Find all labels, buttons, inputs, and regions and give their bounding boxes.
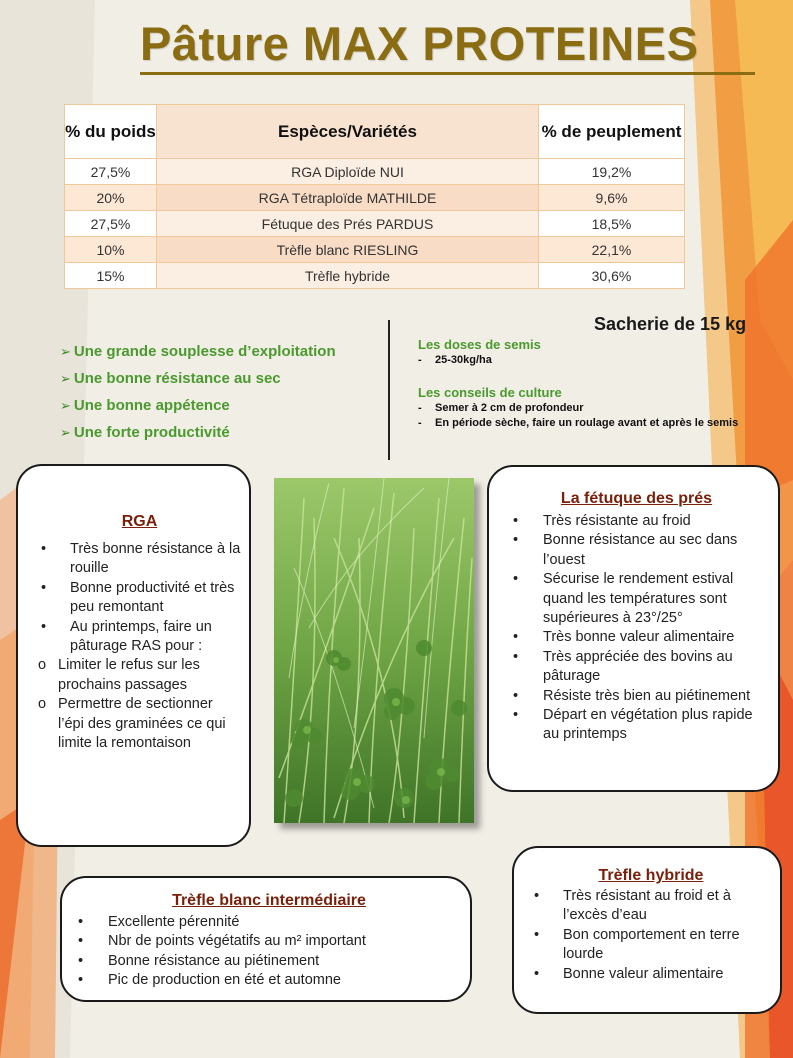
rga-item: • Très bonne résistance à la rouille bbox=[41, 541, 241, 577]
fetuque-item: • Très résistante au froid bbox=[513, 513, 691, 529]
cell-poids: 27,5% bbox=[65, 211, 157, 237]
advantage-text: Une forte productivité bbox=[73, 424, 230, 441]
arrow-icon: ➢ bbox=[60, 425, 71, 440]
cell-peuplement: 19,2% bbox=[539, 159, 685, 185]
conseils-item-text: Semer à 2 cm de profondeur bbox=[435, 402, 584, 414]
vertical-divider bbox=[388, 320, 390, 460]
conseils-title: Les conseils de culture bbox=[418, 385, 562, 400]
conseils-item: - En période sèche, faire un roulage avant et après le semis bbox=[418, 417, 739, 429]
advantage-item bbox=[60, 423, 336, 450]
cell-poids: 15% bbox=[65, 263, 157, 289]
trefle-blanc-item: • Pic de production en été et automne bbox=[78, 972, 341, 989]
doses-title: Les doses de semis bbox=[418, 337, 541, 352]
trefle-blanc-item: • Excellente pérennité bbox=[78, 914, 240, 930]
trefle-blanc-item: • Bonne résistance au piétinement bbox=[78, 952, 320, 969]
table-row bbox=[65, 159, 685, 185]
pasture-photo bbox=[274, 478, 474, 823]
table-row bbox=[65, 211, 685, 237]
semis-info bbox=[418, 337, 778, 431]
trefle-blanc-box bbox=[60, 876, 472, 1002]
table-header-row bbox=[65, 105, 685, 159]
page-title: Pâture MAX PROTEINES bbox=[140, 17, 699, 70]
rga-item: • Au printemps, faire un pâturage RAS pour : bbox=[41, 618, 212, 655]
sacherie-label: Sacherie de 15 kg bbox=[594, 314, 747, 334]
fetuque-item: • Très bonne valeur alimentaire bbox=[513, 629, 735, 646]
advantages-list bbox=[60, 342, 336, 450]
cell-espece: Trèfle blanc RIESLING bbox=[157, 237, 539, 263]
cell-peuplement: 18,5% bbox=[539, 211, 685, 237]
fetuque-title: La fétuque des prés bbox=[560, 490, 713, 507]
cell-poids: 10% bbox=[65, 237, 157, 263]
advantage-item bbox=[60, 369, 336, 396]
cell-poids: 27,5% bbox=[65, 159, 157, 185]
header-especes: Espèces/Variétés bbox=[157, 105, 539, 159]
fetuque-item: • Résiste très bien au piétinement bbox=[513, 687, 751, 704]
cell-poids: 20% bbox=[65, 185, 157, 211]
cell-espece: RGA Tétraploïde MATHILDE bbox=[157, 185, 539, 211]
conseils-item: - Semer à 2 cm de profondeur bbox=[418, 402, 584, 414]
conseils-item-text: En période sèche, faire un roulage avant et après le semis bbox=[435, 417, 739, 429]
fetuque-item: • Bonne résistance au sec dans l’ouest bbox=[513, 532, 738, 568]
rga-subitem: o Permettre de sectionner l’épi des graminées ce qui limite la remontaison bbox=[38, 696, 226, 752]
advantage-item bbox=[60, 342, 336, 369]
rga-box bbox=[16, 464, 251, 847]
doses-item: - 25-30kg/ha bbox=[418, 354, 492, 366]
cell-espece: Fétuque des Prés PARDUS bbox=[157, 211, 539, 237]
fetuque-list bbox=[503, 512, 770, 745]
cell-espece: Trèfle hybride bbox=[157, 263, 539, 289]
arrow-icon: ➢ bbox=[60, 398, 71, 413]
cell-peuplement: 30,6% bbox=[539, 263, 685, 289]
trefle-blanc-title: Trèfle blanc intermédiaire bbox=[172, 892, 366, 909]
advantage-text: Une bonne résistance au sec bbox=[73, 370, 281, 387]
fetuque-item: • Très appréciée des bovins au pâturage bbox=[513, 648, 733, 685]
rga-subitem: o Limiter le refus sur les prochains passages bbox=[38, 657, 200, 693]
fetuque-item: • Sécurise le rendement estival quand les températures sont supérieures à 23°/25° bbox=[513, 571, 734, 627]
rga-title: RGA bbox=[121, 513, 158, 530]
rga-list bbox=[38, 540, 241, 753]
arrow-icon: ➢ bbox=[60, 344, 71, 359]
trefle-hybride-item: • Très résistant au froid et à l’excès d’eau bbox=[534, 888, 731, 924]
trefle-hybride-item: • Bonne valeur alimentaire bbox=[534, 965, 724, 982]
arrow-icon: ➢ bbox=[60, 371, 71, 386]
table-row bbox=[65, 237, 685, 263]
trefle-hybride-title: Trèfle hybride bbox=[598, 867, 704, 884]
advantage-text: Une grande souplesse d’exploitation bbox=[73, 343, 336, 360]
cell-espece: RGA Diploïde NUI bbox=[157, 159, 539, 185]
trefle-hybride-box bbox=[512, 846, 782, 1014]
advantage-text: Une bonne appétence bbox=[73, 397, 230, 414]
rga-item: • Bonne productivité et très peu remontant bbox=[41, 579, 235, 616]
trefle-hybride-item: • Bon comportement en terre lourde bbox=[534, 926, 740, 963]
header-poids: % du poids bbox=[65, 105, 157, 159]
cell-peuplement: 9,6% bbox=[539, 185, 685, 211]
header-peuplement: % de peuplement bbox=[539, 105, 685, 159]
fetuque-box bbox=[487, 465, 780, 792]
grass-clover-image bbox=[274, 478, 474, 823]
composition-table bbox=[64, 104, 685, 289]
table-row bbox=[65, 185, 685, 211]
fetuque-item: • Départ en végétation plus rapide au printemps bbox=[513, 707, 753, 743]
title-underline bbox=[140, 72, 755, 75]
advantage-item bbox=[60, 396, 336, 423]
doses-item-text: 25-30kg/ha bbox=[435, 354, 492, 366]
cell-peuplement: 22,1% bbox=[539, 237, 685, 263]
trefle-hybride-list bbox=[530, 887, 772, 984]
trefle-blanc-list bbox=[76, 913, 462, 991]
table-row bbox=[65, 263, 685, 289]
trefle-blanc-item: • Nbr de points végétatifs au m² important bbox=[78, 933, 366, 950]
